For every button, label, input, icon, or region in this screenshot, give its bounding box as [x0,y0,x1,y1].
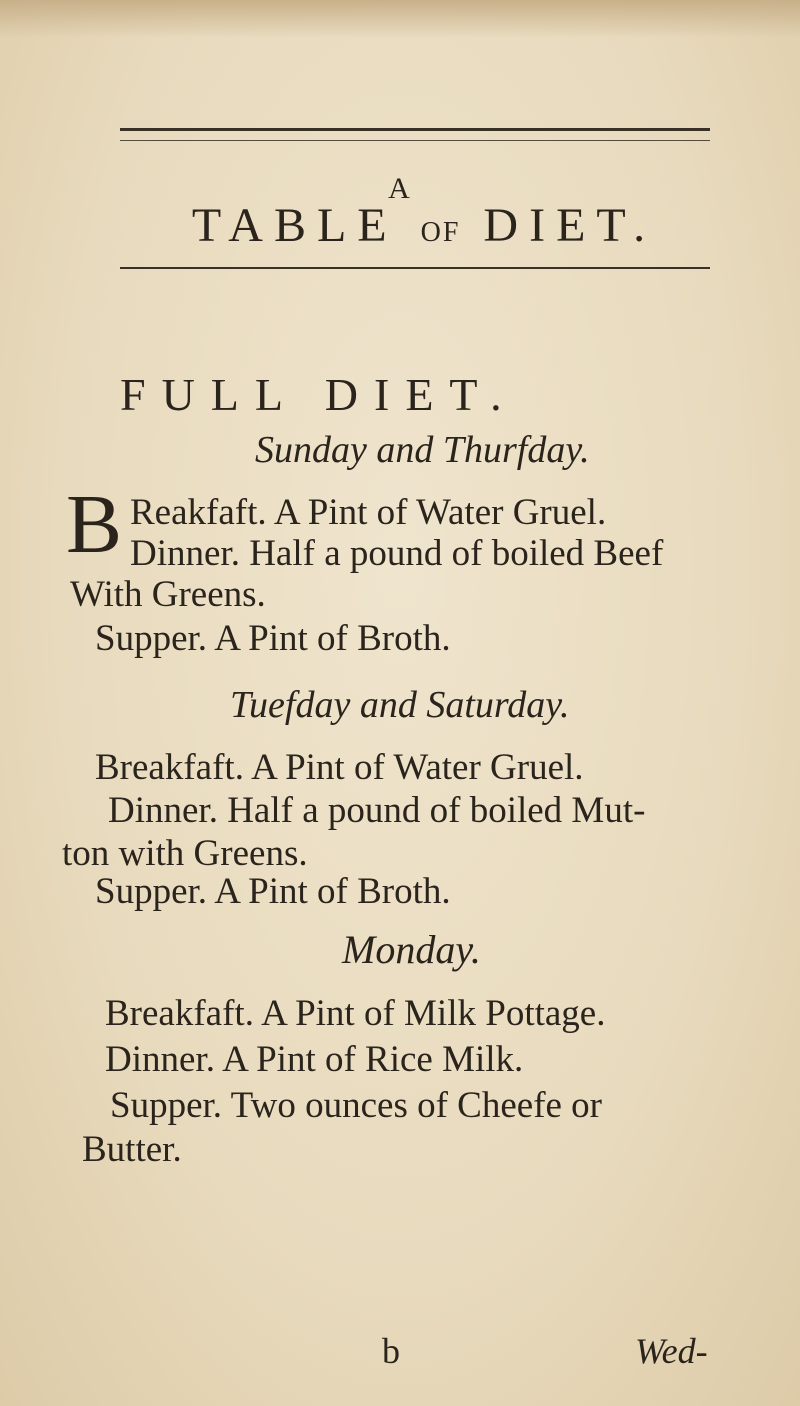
meal-line: Reakfaft. A Pint of Water Gruel. [130,492,607,533]
top-rule-thin [120,140,710,141]
meal-line: ton with Greens. [62,833,308,874]
title-word-table: TABLE [191,199,398,252]
meal-line: With Greens. [70,574,266,615]
top-rule-thick [120,128,710,131]
catchword: Wed- [635,1331,708,1371]
meal-line: Supper. Two ounces of Cheefe or [110,1085,603,1126]
day-heading-tuesday-saturday: Tuefday and Saturday. [230,684,570,726]
meal-line: Dinner. Half a pound of boiled Mut- [108,790,646,831]
title-word-diet: DIET. [483,199,657,252]
signature-mark: b [382,1331,400,1371]
meal-line: Supper. A Pint of Broth. [95,871,451,912]
meal-line: Dinner. Half a pound of boiled Beef [130,533,664,574]
drop-cap: B [66,478,123,571]
page-top-edge [0,0,800,38]
section-heading: FULL DIET. [120,369,518,420]
title-word-of: OF [420,217,461,248]
meal-line: Dinner. A Pint of Rice Milk. [105,1039,524,1080]
page-title [84,198,764,253]
day-heading-monday: Monday. [342,927,481,972]
meal-line: Supper. A Pint of Broth. [95,618,451,659]
meal-line: Breakfaft. A Pint of Milk Pottage. [105,993,606,1034]
meal-line: Breakfaft. A Pint of Water Gruel. [95,747,584,788]
title-article: A [388,172,412,205]
day-heading-sunday-thursday: Sunday and Thurfday. [255,429,590,471]
meal-line: Butter. [82,1129,182,1170]
title-rule [120,267,710,269]
